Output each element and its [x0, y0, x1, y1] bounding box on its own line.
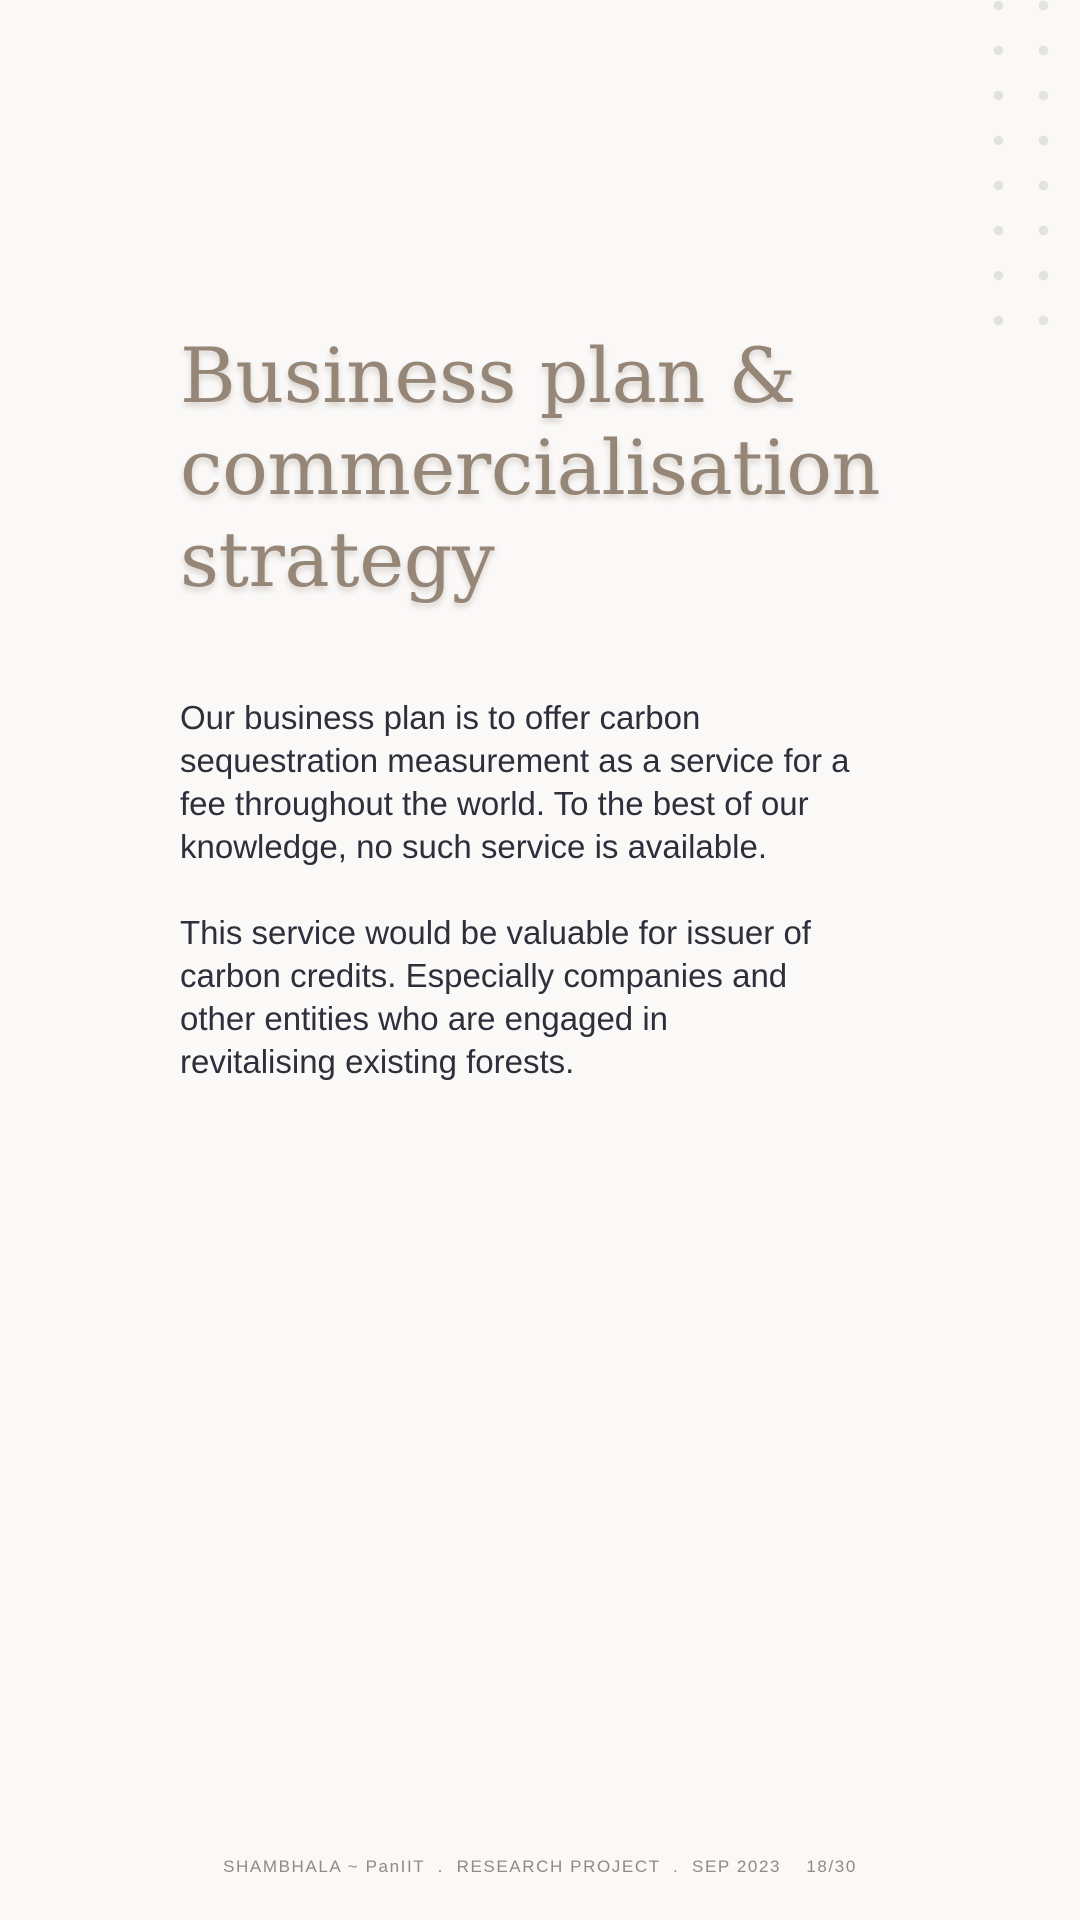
- slide-title: Business plan & commercialisation strategy: [180, 331, 880, 604]
- body-paragraph-2: This service would be valuable for issuer of carbon credits. Especially companies and other entities who are engaged in revitalising existing forests.: [180, 914, 811, 1080]
- decorative-dot-grid: [976, 0, 1080, 330]
- slide-footer: SHAMBHALA ~ PanIIT . RESEARCH PROJECT . SEP 2023 18/30: [223, 1857, 857, 1876]
- body-paragraph-1: Our business plan is to offer carbon sequestration measurement as a service for a fee throughout the world. To the best of our knowledge, no such service is available.: [180, 699, 850, 865]
- slide-body: [180, 696, 940, 1126]
